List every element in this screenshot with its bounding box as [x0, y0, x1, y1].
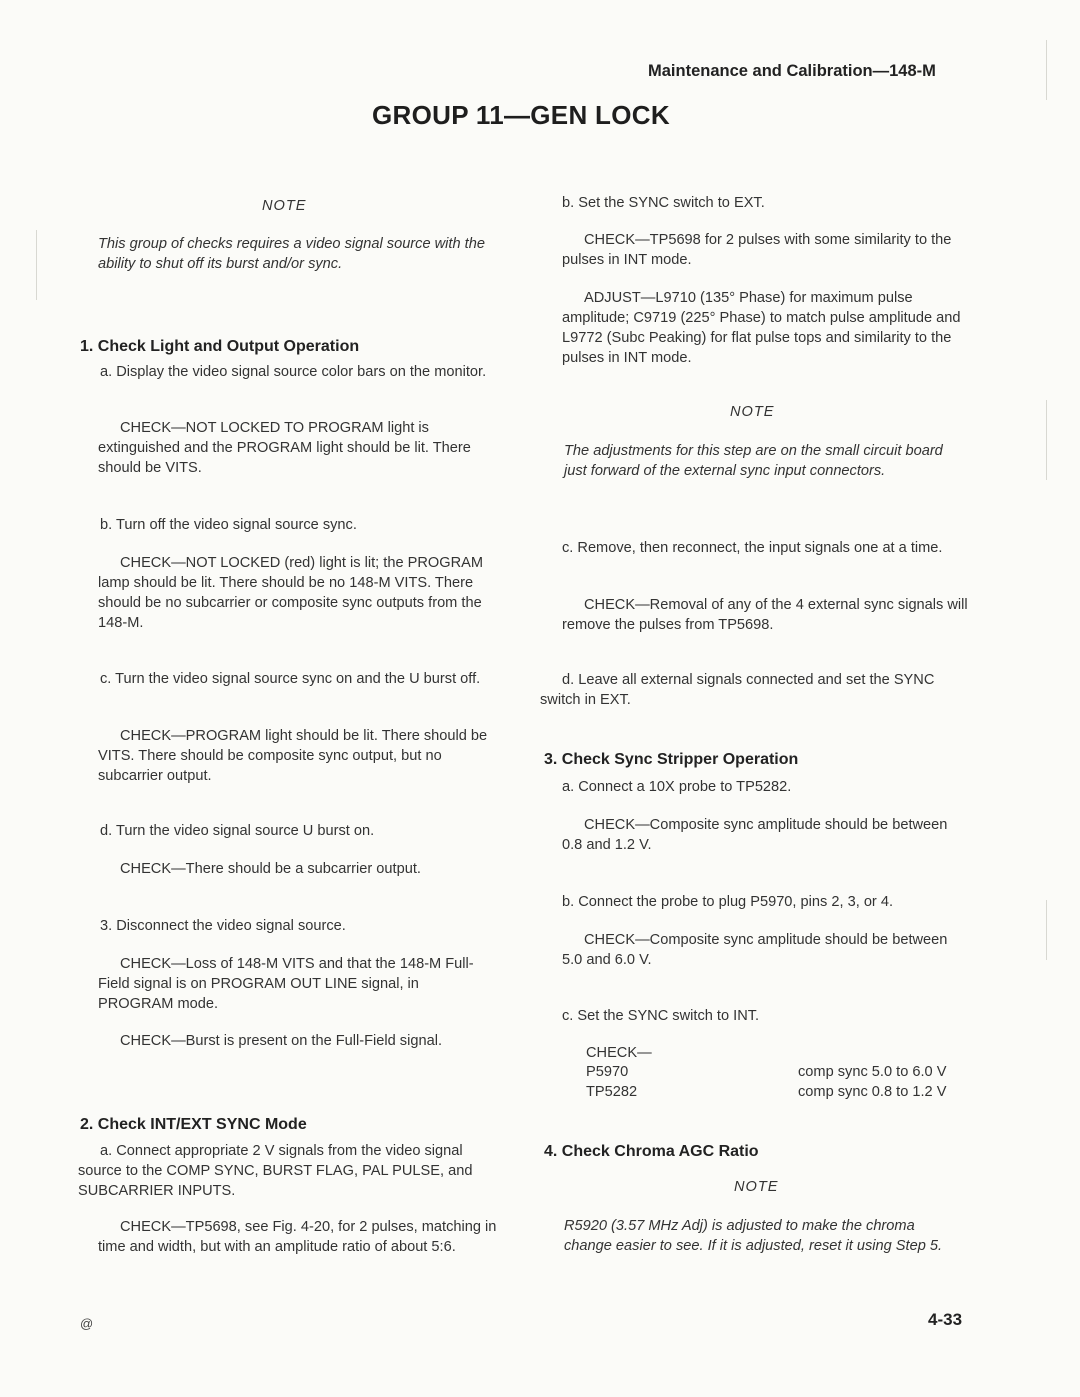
section-3-heading: 3. Check Sync Stripper Operation [544, 751, 799, 768]
note-label-2: NOTE [730, 404, 775, 420]
note-label-3: NOTE [734, 1179, 779, 1195]
step-2c: c. Remove, then reconnect, the input signals one at a time. [562, 540, 943, 556]
step-1b: b. Turn off the video signal source sync. [100, 517, 357, 533]
check-1-3-a: CHECK—Loss of 148-M VITS and that the 148-M Full-Field signal is on PROGRAM OUT LINE signal, in PROGRAM mode. [98, 956, 474, 1012]
check-2b: CHECK—TP5698 for 2 pulses with some similarity to the pulses in INT mode. [562, 232, 952, 268]
step-1-3: 3. Disconnect the video signal source. [100, 918, 346, 934]
scan-edge-mark [1046, 400, 1047, 480]
table-value: comp sync 5.0 to 6.0 V [798, 1064, 947, 1080]
step-1d: d. Turn the video signal source U burst on. [100, 823, 375, 839]
check-1c: CHECK—PROGRAM light should be lit. There should be VITS. There should be composite sync output, but no subcarrier output. [98, 728, 488, 784]
table-point: TP5282 [586, 1084, 638, 1100]
running-head: Maintenance and Calibration—148-M [648, 62, 936, 80]
step-3b: b. Connect the probe to plug P5970, pins 2, 3, or 4. [562, 894, 894, 910]
page-number: 4-33 [928, 1310, 963, 1329]
step-1a: a. Display the video signal source color bars on the monitor. [100, 364, 487, 380]
step-2d: d. Leave all external signals connected and set the SYNC switch in EXT. [540, 672, 935, 708]
scan-edge-mark [1046, 40, 1047, 100]
check-1b: CHECK—NOT LOCKED (red) light is lit; the PROGRAM lamp should be lit. There should be no 148-M VITS. There should be no subcarrier or composite sync outputs from the 148-M. [98, 555, 484, 631]
check-3b: CHECK—Composite sync amplitude should be between 5.0 and 6.0 V. [562, 932, 948, 968]
check-2a: CHECK—TP5698, see Fig. 4-20, for 2 pulses, matching in time and width, but with an amplitude ratio of about 5:6. [98, 1219, 497, 1255]
page-title: GROUP 11—GEN LOCK [372, 100, 670, 130]
check-2c: CHECK—Removal of any of the 4 external sync signals will remove the pulses from TP5698. [562, 597, 968, 633]
note-text-3: R5920 (3.57 MHz Adj) is adjusted to make the chroma change easier to see. If it is adjusted, reset it using Step 5. [564, 1218, 943, 1254]
section-4-heading: 4. Check Chroma AGC Ratio [544, 1143, 759, 1160]
step-3a: a. Connect a 10X probe to TP5282. [562, 779, 792, 795]
step-1c: c. Turn the video signal source sync on and the U burst off. [100, 671, 481, 687]
scan-edge-mark [36, 230, 37, 300]
note-text: This group of checks requires a video signal source with the ability to shut off its burst and/or sync. [98, 236, 485, 272]
check-3c-label: CHECK— [586, 1045, 652, 1061]
check-1-3-b: CHECK—Burst is present on the Full-Field signal. [120, 1033, 442, 1049]
corner-symbol: @ [80, 1316, 94, 1331]
table-point: P5970 [586, 1064, 629, 1080]
adjust-2b: ADJUST—L9710 (135° Phase) for maximum pulse amplitude; C9719 (225° Phase) to match pulse amplitude and L9772 (Subc Peaking) for flat pulse tops and similarity to the pulses in INT mode. [562, 290, 961, 366]
note-label: NOTE [262, 198, 307, 214]
step-3c: c. Set the SYNC switch to INT. [562, 1008, 760, 1024]
check-1a: CHECK—NOT LOCKED TO PROGRAM light is extinguished and the PROGRAM light should be lit. There should be VITS. [98, 420, 471, 476]
check-3a: CHECK—Composite sync amplitude should be between 0.8 and 1.2 V. [562, 817, 948, 853]
table-value: comp sync 0.8 to 1.2 V [798, 1084, 947, 1100]
scan-edge-mark [1046, 900, 1047, 960]
step-2a: a. Connect appropriate 2 V signals from the video signal source to the COMP SYNC, BURST FLAG, PAL PULSE, and SUBCARRIER INPUTS. [78, 1143, 473, 1199]
check-1d: CHECK—There should be a subcarrier output. [120, 861, 421, 877]
step-2b: b. Set the SYNC switch to EXT. [562, 195, 765, 211]
section-2-heading: 2. Check INT/EXT SYNC Mode [80, 1116, 307, 1133]
section-1-heading: 1. Check Light and Output Operation [80, 338, 360, 355]
note-text-2: The adjustments for this step are on the small circuit board just forward of the external sync input connectors. [564, 443, 943, 479]
